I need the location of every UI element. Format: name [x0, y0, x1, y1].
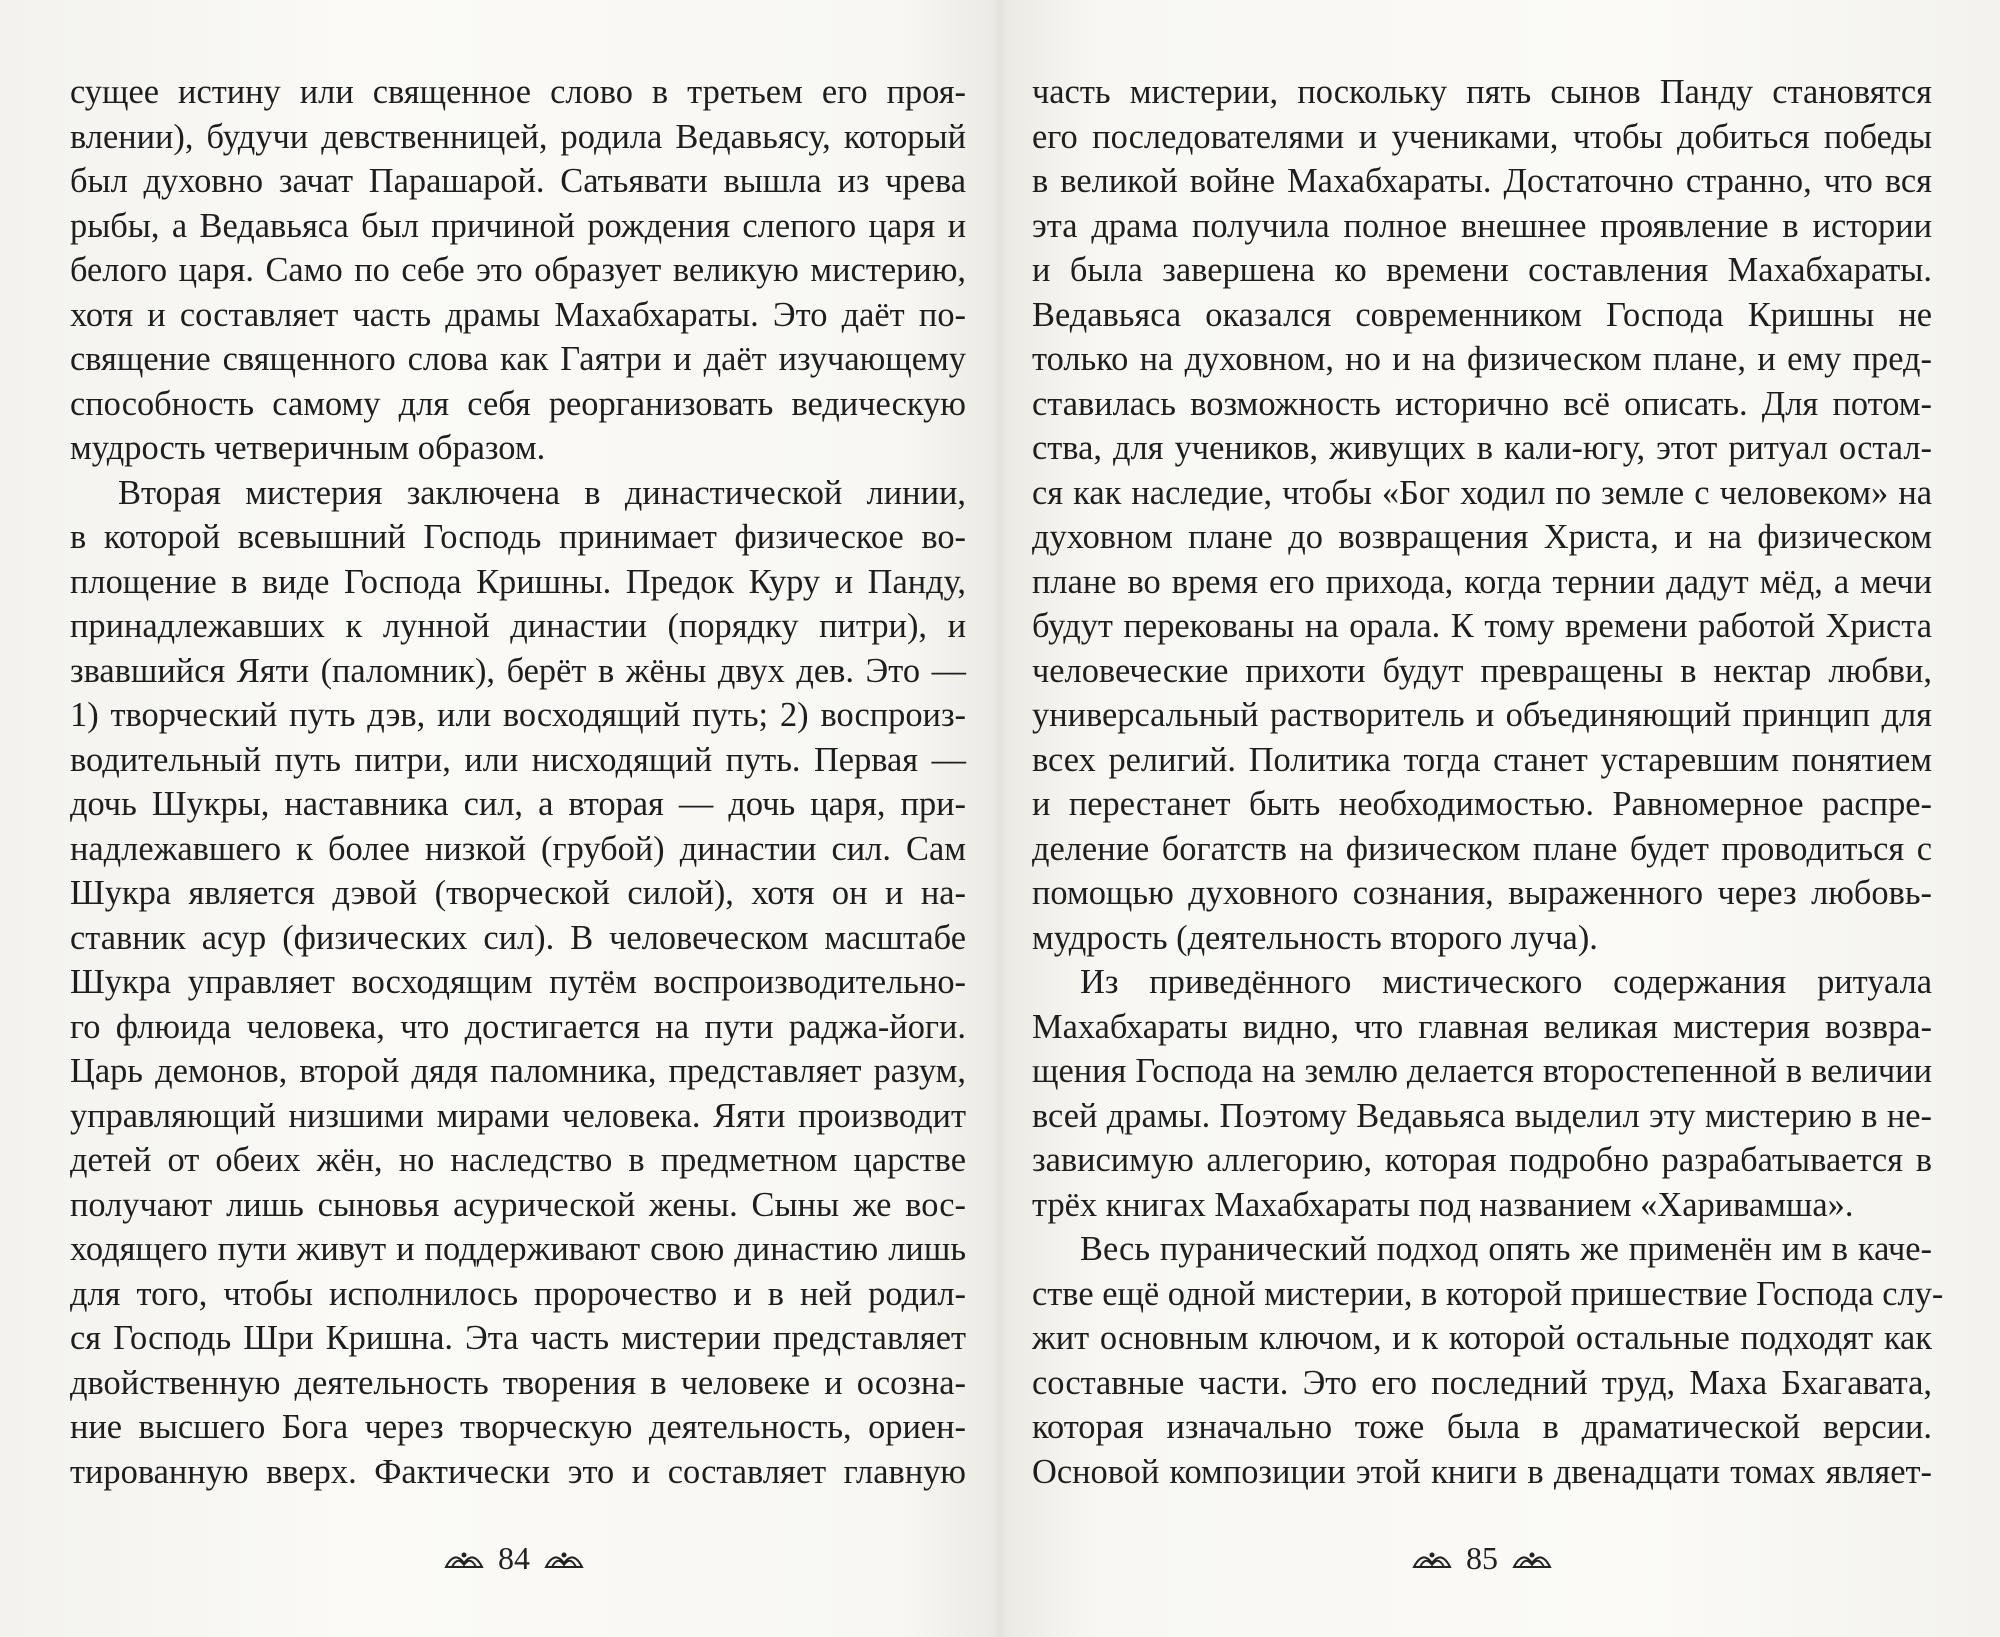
text-line: и перестанет быть необходимостью. Равномерное распре- [1032, 785, 1932, 823]
right-page [1000, 0, 2000, 1637]
lotus-ornament-icon [544, 1549, 584, 1569]
lotus-ornament-icon [1412, 1549, 1452, 1569]
text-line: мудрость (деятельность второго луча). [1032, 918, 1598, 957]
text-line: ходящего пути живут и поддерживают свою династию лишь [70, 1230, 966, 1268]
text-line: ся Господь Шри Кришна. Эта часть мистерии представляет [70, 1319, 966, 1357]
text-line: стве ещё одной мистерии, в которой пришествие Господа слу- [1032, 1274, 1944, 1313]
text-line: влении), будучи девственницей, родила Ведавьясу, который [70, 117, 966, 156]
page-number: 84 [498, 1540, 530, 1576]
text-line: тированную вверх. Фактически это и составляет главную [70, 1452, 966, 1491]
text-line: площение в виде Господа Кришны. Предок Куру и Панду, [70, 562, 966, 601]
left-page-folio [444, 1540, 584, 1577]
text-line: ставник асур (физических сил). В человеческом масштабе [70, 918, 966, 957]
text-line: двойственную деятельность творения в человеке и осозна- [70, 1363, 966, 1402]
text-line: и была завершена ко времени составления Махабхараты. [1032, 251, 1932, 289]
text-line: универсальный растворитель и объединяющий принцип для [1032, 696, 1932, 734]
text-line: водительный путь питри, или нисходящий путь. Первая — [70, 740, 966, 779]
text-line: ставилась возможность исторично всё описать. Для потом- [1032, 384, 1932, 423]
text-line: детей от обеих жён, но наследство в предметном царстве [70, 1141, 966, 1179]
text-line: Шукра является дэвой (творческой силой), хотя он и на- [70, 874, 966, 912]
text-line: Основой композиции этой книги в двенадцати томах являет- [1032, 1452, 1932, 1491]
text-line: ся как наследие, чтобы «Бог ходил по земле с человеком» на [1032, 473, 1932, 512]
text-line: хотя и составляет часть драмы Махабхараты. Это даёт по- [70, 295, 966, 334]
text-line: Из приведённого мистического содержания ритуала [1080, 963, 1932, 1001]
right-page-folio [1412, 1540, 1552, 1577]
text-line: плане во время его прихода, когда тернии дадут мёд, а мечи [1032, 562, 1932, 601]
text-line: помощью духовного сознания, выраженного через любовь- [1032, 874, 1932, 912]
text-line: 1) творческий путь дэв, или восходящий путь; 2) воспроиз- [70, 696, 966, 734]
lotus-ornament-icon [1512, 1549, 1552, 1569]
text-line: го флюида человека, что достигается на пути раджа-йоги. [70, 1007, 966, 1046]
text-line: способность самому для себя реорганизовать ведическую [70, 384, 966, 423]
text-line: мудрость четверичным образом. [70, 429, 546, 467]
text-line: в которой всевышний Господь принимает физическое во- [70, 518, 966, 556]
text-line: Весь пуранический подход опять же применён им в каче- [1080, 1230, 1932, 1268]
text-line: эта драма получила полное внешнее проявление в истории [1032, 206, 1932, 245]
lotus-ornament-icon [444, 1549, 484, 1569]
text-line: духовном плане до возвращения Христа, и на физическом [1032, 518, 1932, 556]
text-line: которая изначально тоже была в драматической версии. [1032, 1408, 1932, 1446]
text-line: надлежавшего к более низкой (грубой) династии сил. Сам [70, 829, 966, 868]
text-line: трёх книгах Махабхараты под названием «Харивамша». [1032, 1185, 1854, 1224]
text-line: сущее истину или священное слово в третьем его проя- [70, 73, 966, 111]
text-line: получают лишь сыновья асурической жены. Сыны же вос- [70, 1185, 966, 1224]
text-line: белого царя. Само по себе это образует великую мистерию, [70, 251, 966, 289]
text-line: Шукра управляет восходящим путём воспроизводительно- [70, 963, 966, 1001]
text-line: священие священного слова как Гаятри и даёт изучающему [70, 340, 966, 378]
text-line: в великой войне Махабхараты. Достаточно странно, что вся [1032, 162, 1932, 200]
left-page-text [70, 70, 966, 1494]
text-line: звавшийся Яяти (паломник), берёт в жёны двух дев. Это — [70, 651, 966, 690]
text-line: зависимую аллегорию, которая подробно разрабатывается в [1032, 1141, 1932, 1179]
text-line: Царь демонов, второй дядя паломника, представляет разум, [70, 1052, 966, 1090]
right-page-text [1032, 70, 1944, 1494]
text-line: для того, чтобы исполнилось пророчество и в ней родил- [70, 1274, 966, 1313]
text-line: человеческие прихоти будут превращены в нектар любви, [1032, 651, 1932, 690]
text-line: Ведавьяса оказался современником Господа Кришны не [1032, 295, 1932, 334]
text-line: только на духовном, но и на физическом плане, и ему пред- [1032, 340, 1932, 378]
text-line: управляющий низшими мирами человека. Яяти производит [70, 1096, 966, 1135]
text-line: деление богатств на физическом плане будет проводиться с [1032, 829, 1932, 868]
text-line: ства, для учеников, живущих в кали-югу, этот ритуал остал- [1032, 429, 1932, 467]
text-line: всей драмы. Поэтому Ведавьяса выделил эту мистерию в не- [1032, 1096, 1932, 1135]
text-line: его последователями и учениками, чтобы добиться победы [1032, 117, 1932, 156]
text-line: принадлежавших к лунной династии (порядку питри), и [70, 607, 966, 645]
text-line: составные части. Это его последний труд, Маха Бхагавата, [1032, 1363, 1932, 1402]
text-line: рыбы, а Ведавьяса был причиной рождения слепого царя и [70, 206, 966, 245]
text-line: дочь Шукры, наставника сил, а вторая — дочь царя, при- [70, 785, 966, 823]
text-line: был духовно зачат Парашарой. Сатьявати вышла из чрева [70, 162, 966, 200]
text-line: всех религий. Политика тогда станет устаревшим понятием [1032, 740, 1932, 779]
text-line: ние высшего Бога через творческую деятельность, ориен- [70, 1408, 966, 1446]
text-line: жит основным ключом, и к которой остальные подходят как [1032, 1319, 1932, 1357]
page-number: 85 [1466, 1540, 1498, 1576]
text-line: часть мистерии, поскольку пять сынов Панду становятся [1032, 73, 1932, 111]
text-line: щения Господа на землю делается второстепенной в величии [1032, 1052, 1932, 1090]
text-line: Вторая мистерия заключена в династической линии, [118, 473, 966, 512]
text-line: Махабхараты видно, что главная великая мистерия возвра- [1032, 1007, 1932, 1046]
text-line: будут перекованы на орала. К тому времени работой Христа [1032, 607, 1932, 645]
